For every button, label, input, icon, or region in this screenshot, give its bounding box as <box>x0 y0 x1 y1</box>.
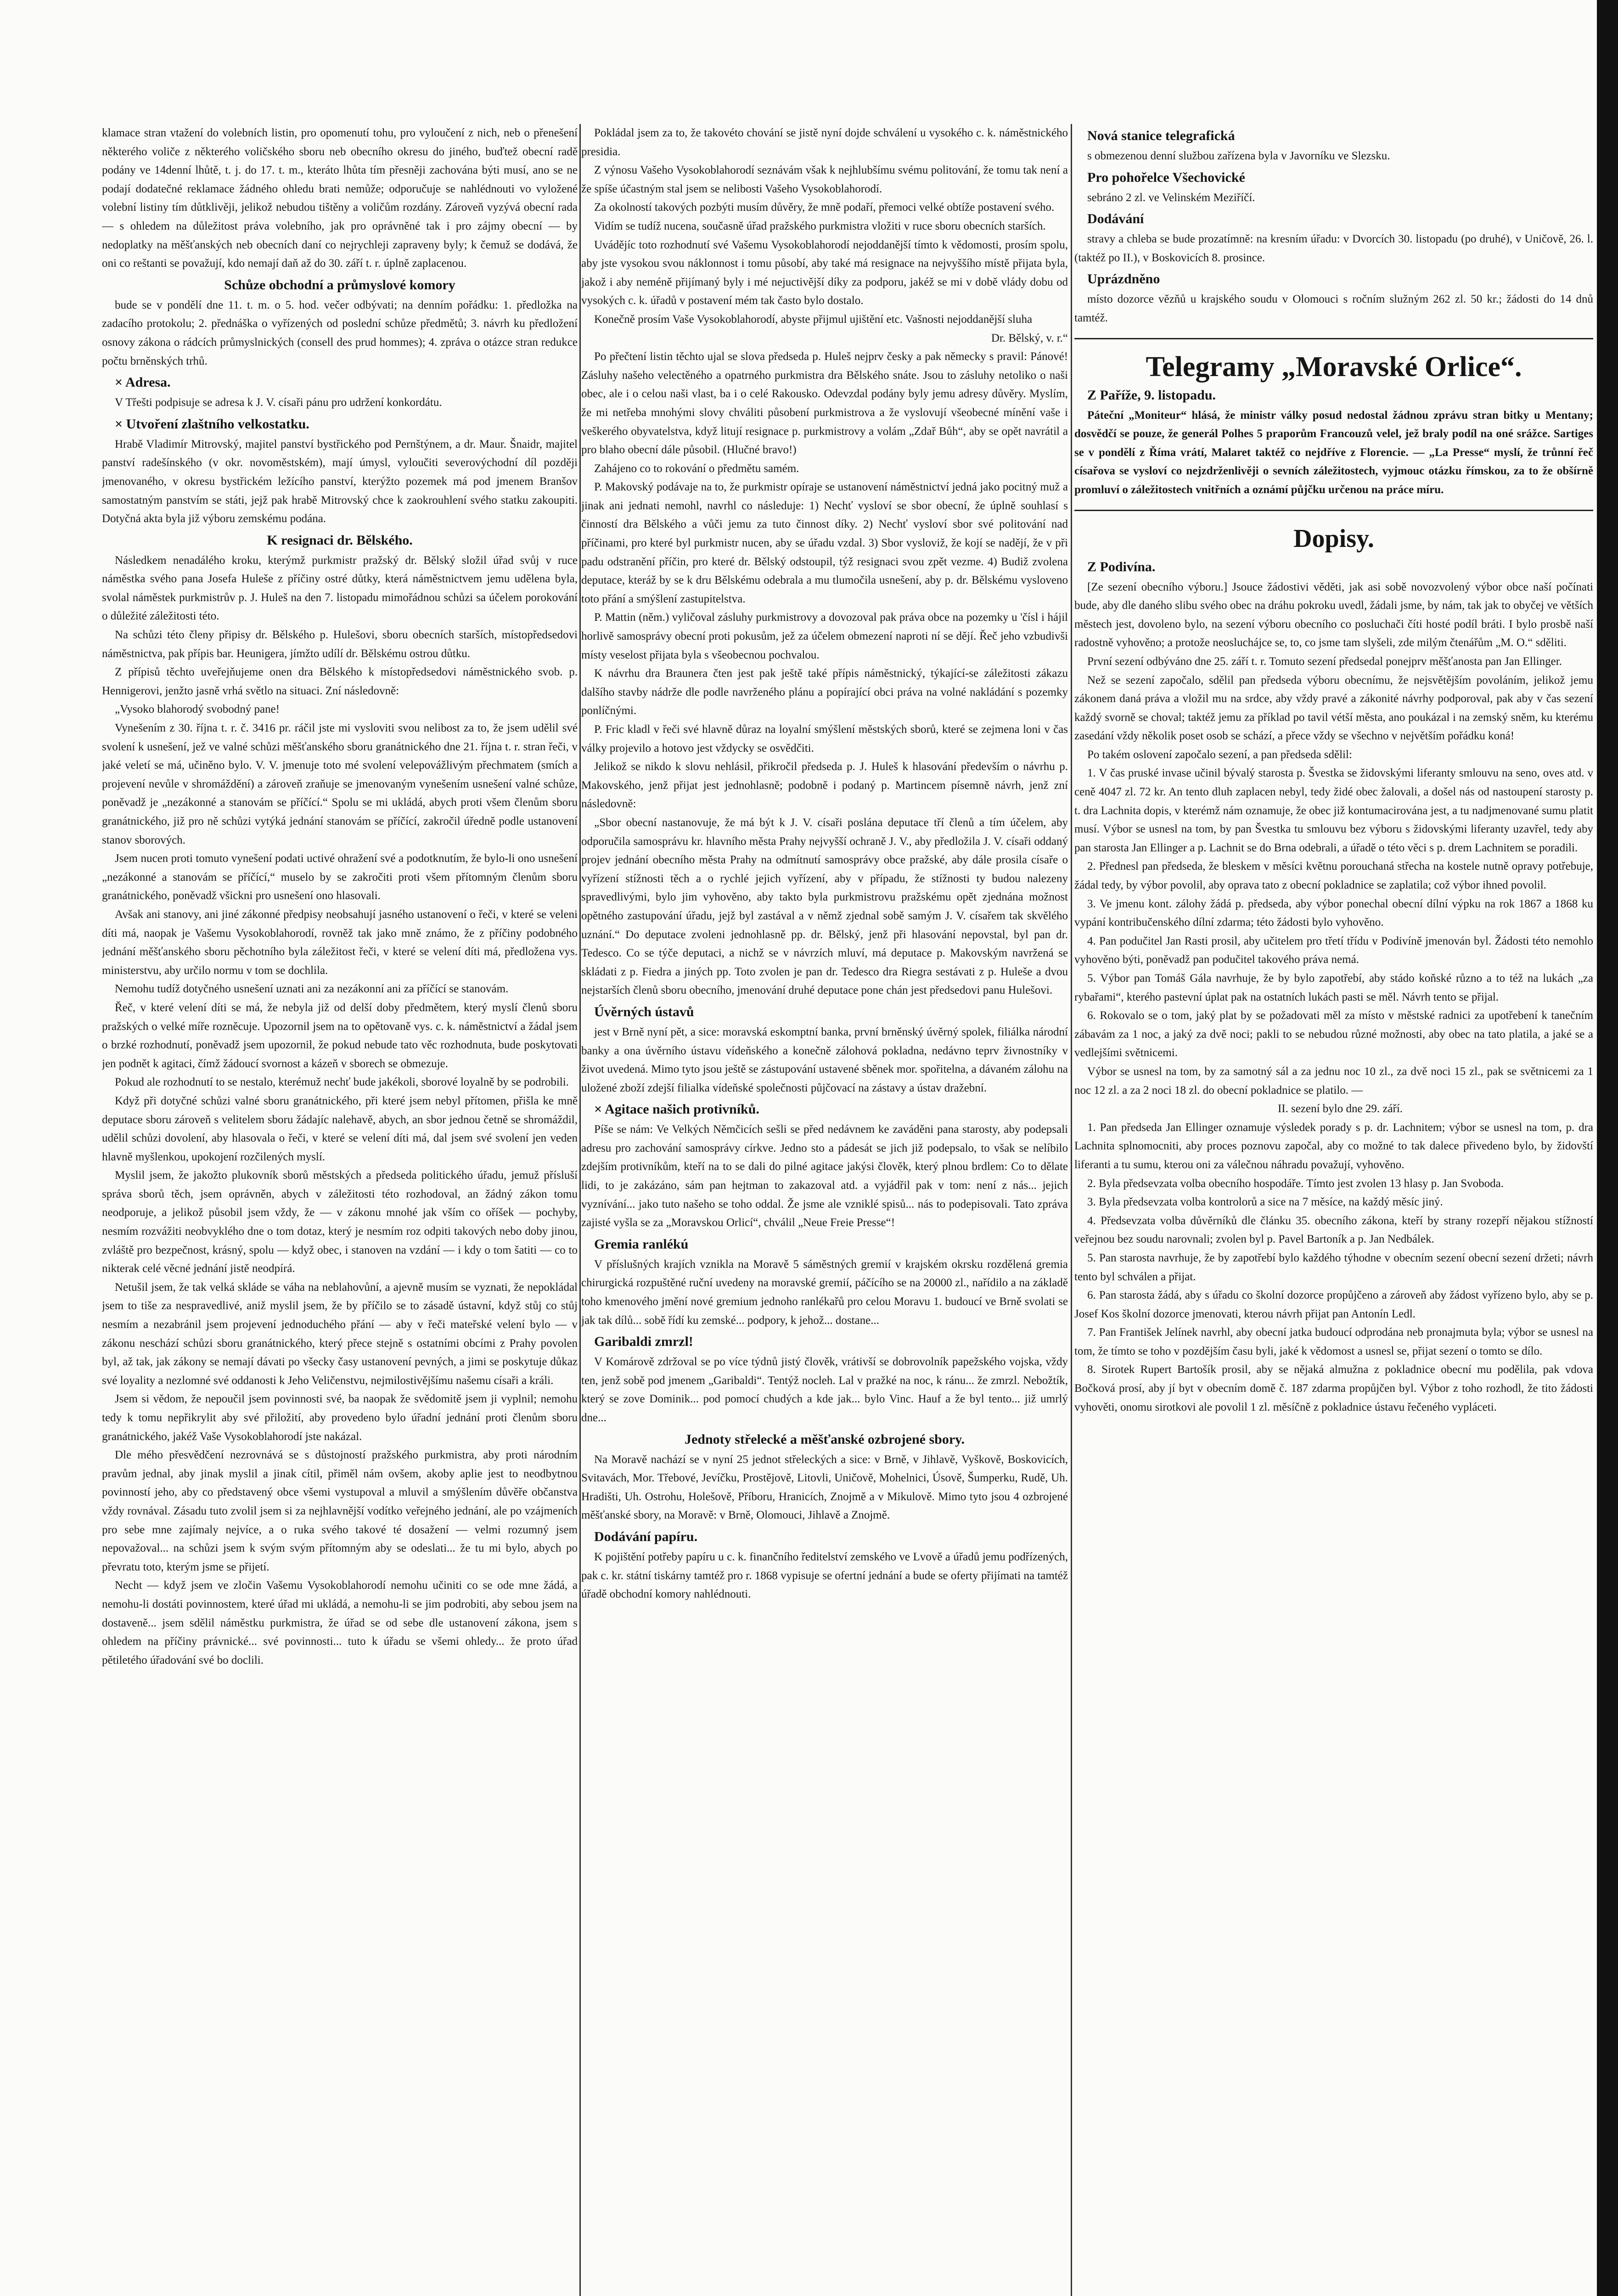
article-paragraph: 5. Výbor pan Tomáš Gála navrhuje, že by bylo zapotřebí, aby stádo koňské různo a to též na lukách „za rybařami“, kterého pastevní úplat pak na ostatních lukách pasti se měl. Návrh tento se přijal. <box>1074 972 1593 1003</box>
article-paragraph: K pojištění potřeby papíru u c. k. finančního ředitelství zemského ve Lvově a úřadů jemu podřízených, pak c. kr. státní tiskárny tamtéž pro r. 1868 vypisuje se ofertní jednání a bude se oferty přijímati na tamtéž úřadě obchodní komory nahlédnouti. <box>581 1550 1068 1601</box>
article-paragraph: Z přípisů těchto uveřejňujeme onen dra Bělského k místopředsedovi náměstnického svob. p. Hennigerovi, jenžto jasně vrhá světlo na situaci. Zní následovně: <box>102 666 578 697</box>
article-paragraph: Jsem nucen proti tomuto vynešení podati uctivé ohražení své a podotknutím, že bylo-li ono usnešení „nezákonné a stanovám se příčící,“ muselo by se zakročiti proti všem přítomným členům sboru granátnického, poněvadž všickni pro usnešení ono hlasovali. <box>102 852 578 902</box>
article-paragraph: 7. Pan František Jelínek navrhl, aby obecní jatka budoucí odprodána neb pronajmuta byla; výbor se usnesl na tom, že tímto se toho v pozdějším času byli, jaké k vědomost a usnesl se, přijat sezení o tomto se dílo. <box>1074 1326 1593 1357</box>
article-paragraph: Zahájeno co to rokování o předmětu samém. <box>594 462 799 475</box>
article-paragraph: Myslil jsem, že jakožto plukovník sborů městských a předseda politického úřadu, jemuž přísluší správa sborů těch, jsem oprávněn, abych v záležitosti této rozhodoval, an žádný zákon tomu neodporuje, a jelikož působil jsem vždy, že — v zákonu mnohé jak vším co oříšek — pochyby, nesmím rozvážiti neobvyklého dne o tom dotaz, který je nesmím roz odpiti takových nebo doby jinou, zvláště pro bezpečnost, krásný, spolu — když obec, i stanoven na vzdání — i kdy o tom šatiti — co to nikterak celé věcné jednání jistě neodpírá. <box>102 1169 578 1275</box>
article-paragraph: 2. Přednesl pan předseda, že bleskem v měsíci květnu porouchaná střecha na kostele nutně opravy potřebuje, žádal tedy, by výbor povolil, aby oprava tato z obecní pokladnice se zaplatila; což výbor ihned povolil. <box>1074 860 1593 892</box>
article-paragraph: První sezení odbýváno dne 25. září t. r. Tomuto sezení předsedal ponejprv měšťanosta pan Jan Ellinger. <box>1087 655 1562 668</box>
article-paragraph: P. Mattin (něm.) vyličoval zásluhy purkmistrovy a dovozoval pak práva obce na pozemky u 'čísl i hájil horlivě samosprávy obecní proti pokusům, jež za účelem obmezení naproti ní se dějí. Řeč jeho vzbudivši místy veselost přijata byla s všeobecnou pochvalou. <box>581 611 1068 661</box>
article-paragraph: bude se v pondělí dne 11. t. m. o 5. hod. večer odbývati; na denním pořádku: 1. předložka na zadacího protokolu; 2. přednáška o vyřízených od poslední schůze předmětů; 3. návrh ku předložení osnovy zákona o rádcích průmyslnických (consell des prud hommes); 4. zpráva o otázce stran redukce počtu brněnských trhů. <box>102 298 578 367</box>
column-rule <box>579 124 581 2296</box>
article-paragraph: místo dozorce vězňů u krajského soudu v Olomouci s ročním služným 262 zl. 50 kr.; žádosti do 14 dnů tamtéž. <box>1074 293 1593 324</box>
article-paragraph: klamace stran vtažení do volebních listin, pro opomenutí tohu, pro vyloučení z nich, neb o přenešení některého voliče z některého voličského sboru neb obecního okresu do jiného, buďtež obecní radě podány ve 14denní lhůtě, t. j. do 17. t. m., kteráto lhůta tím přesněji zachována býti musí, ano se ne podají dodatečné reklamace žádného ohledu brati nemůže; odporučuje se nahlédnouti vo vyložené volební listiny tím důtklivěji, jelikož nebudou tištěny a voličům rozdány. Zároveň vyzývá obecní rada — s ohledem na důležitost práva volebního, jak pro oprávněné tak i pro zájmy obecní — by nedoplatky na měšťanských neb obecních daní co nejrychleji zapraveny byly; k čemuž se dodává, že oni co reštanti se považují, kdo nemají daň až do 30. září t. r. úplně zaplacenou. <box>102 127 578 270</box>
article-paragraph: jest v Brně nyní pět, a sice: moravská eskomptní banka, první brněnský úvěrný spolek, filiálka národní banky a ona úvěrního ústavu vídeňského a konečně zálohová pokladna, nedávno teprv živnostníky v život uvedená. Mimo tyto jsou ještě se zástupování ustavené sběnek mor. spořitelna, a dávaném zálohu na uložené zboží zdejší filialka vídeňské společnosti půjčovací na zástavy a ústav dražební. <box>581 1025 1068 1094</box>
article-paragraph: K návrhu dra Braunera čten jest pak ještě také přípis náměstnický, týkající-se záležitosti zákazu dalšího stavby nádrže dle podle navrženého plánu a popírající obci práva na volné nakládání s pozemky ponlíčnými. <box>581 667 1068 717</box>
article-paragraph: Řeč, v které velení díti se má, že nebyla již od delší doby předmětem, který myslí členů sboru pražských o velké míře rozněcuje. Upozornil jsem na to opětovaně vys. c. k. náměstnictví a žádal jsem o brzké rozhodnutí, poněvadž jsem upozornil, že pokud nebude tato věc rozhodnuta, bude poskytovati jen podnět k agitaci, čímž žádoucí svornost a kázeň v sborech se obmezuje. <box>102 1001 578 1070</box>
article-paragraph: 1. V čas pruské invase učinil bývalý starosta p. Švestka se židovskými liferanty smlouvu na seno, oves atd. v ceně 4047 zl. 72 kr. An tento dluh zaplacen nebyl, tedy židé obec žalovali, a došel nás od nastoupení starosty p. t. dra Lachnita dopis, v kterémž nám oznamuje, že obec již kontumacirována jest, a tu nadjmenované sumu platit musí. Výbor se usnesl na tom, by pan Švestka tu smlouvu bez výboru s židovskými liferanty uzavřel, tedy aby pan starosta Jan Ellinger a p. Lachnit se do Brna odebrali, a úřadě o této věci s p. drem Lachnitem se poradili. <box>1074 767 1593 854</box>
session-heading: II. sezení bylo dne 29. září. <box>1277 1103 1403 1115</box>
section-heading: × Adresa. <box>115 375 171 390</box>
article-paragraph: V Třešti podpisuje se adresa k J. V. císaři pánu pro udržení konkordátu. <box>115 396 442 409</box>
section-heading: Nová stanice telegrafická <box>1087 128 1235 143</box>
article-paragraph: 6. Rokovalo se o tom, jaký plat by se požadovati měl za místo v městské radnici za upotřebení k tanečním zábavám za 1 noc, a jaký za dvě noci; pakli to se nebudou různé možnosti, aby obec na tato platila, a jaké se a vedlejšími světnicemi. <box>1074 1009 1593 1059</box>
article-paragraph: Výbor se usnesl na tom, by za samotný sál a za jednu noc 10 zl., za dvě noci 15 zl., pak se světnicemi za 1 noc 12 zl. a za 2 noci 18 zl. do obecní pokladnice se platilo. — <box>1074 1065 1593 1097</box>
column-2 <box>581 124 1068 2296</box>
article-paragraph: s obmezenou denní službou zařízena byla v Javorníku ve Slezsku. <box>1087 150 1390 162</box>
article-paragraph: 4. Předsevzata volba důvěrníků dle článku 35. obecního zákona, kteří by strany rozepří nějakou stížností veřejnou bez soudu narovnali; zvolen byl p. Pavel Bartoník a p. Jan Nedbálek. <box>1074 1214 1593 1246</box>
article-paragraph: „Sbor obecní nastanovuje, že má být k J. V. císaři poslána deputace tří členů a tím účelem, aby odporučila samosprávu kr. hlavního města Prahy nejvyšší ochraně J. V., aby předložila J. V. císaři oddaný projev jednání obecního města Prahy na odmítnutí samosprávy obce pražské, aby dále prosila císaře o vyřízení stížnosti těch a o rychlé jejich vyřízení, aby v případu, že stížnosti ty budou nalezeny spravedlivými, bylo jim vyhověno, aby takto byla purkmistrovu pražskému opět zjednána možnost opětného zastupování úřadu, jejž byl zastával a v němž zjednal sobě samým J. V. císařem tak skvělého uznání.“ Do deputace zvoleni jednohlasně pp. dr. Bělský, jenž při hlasování nepovstal, byl pan dr. Tedesco. Co se týče deputaci, a nichž se v návrzích mluví, má deputace p. Makovským navržená se skládati z p. Fiedra a jiných pp. Toto zvolen je pan dr. Tedesco dra Riegra sestávati z p. Huleše a dvou nejstarších členů sboru obecního, jmenování druhé deputace pone chán jest předsedovi panu Hulešovi. <box>581 816 1068 997</box>
column-rule <box>1071 124 1072 2296</box>
section-heading: Gremia ranlékú <box>594 1236 689 1252</box>
article-paragraph: Píše se nám: Ve Velkých Němčicích sešli se před nedávnem ke zaváděni pana starosty, aby podepsali adresu pro zachování samosprávy církve. Jedno sto a pádesát se jich již podepsalo, to však se nelíbilo zdejším protivníkům, kteří na to se dali do pilné agitace jakýsi člověk, který plnou brdlem: Co to dělate lidi, to je zakázáno, sám pan hejtman to zakazoval atd. a vyjádřil pak v tom: není z nás... jejich vyznívání... jako tuto našeho se toho oddal. Že jsme ale vzniklé spisů... nás to podepisovali. Tato zpráva zajisté vyšla se za „Moravskou Orlicí“, chválil „Neue Freie Presse“! <box>581 1123 1068 1229</box>
article-paragraph: 6. Pan starosta žádá, aby s úřadu co školní dozorce propůjčeno a zároveň aby žádost vyřízeno bylo, aby se p. Josef Kos školní dozorce jmenovati, kterou návrh přijat pan Antonín Ledl. <box>1074 1289 1593 1320</box>
article-paragraph: Uvádějíc toto rozhodnutí své Vašemu Vysokoblahorodí nejoddanější tímto k vědomosti, prosím spolu, aby jste vysokou svou náklonnost i tomu působí, aby také má resignace na nejvyššího místě přijata byla, jakož i aby neméně přijímaný byly i mé nejuctivější díky za podporu, jakéž se mi v době vlády dobu od vysokých c. k. úřadů v postavení mém tak často bylo dostalo. <box>581 238 1068 307</box>
article-paragraph: 2. Byla předsevzata volba obecního hospodáře. Tímto jest zvolen 13 hlasy p. Jan Svoboda. <box>1087 1177 1504 1190</box>
article-paragraph: Na schůzi této členy připisy dr. Bělského p. Hulešovi, sboru obecních starších, místopředsedovi náměstnictva, pak přípis bar. Heunigera, jímžto udílí dr. Bělskému ostrou důtku. <box>102 629 578 660</box>
article-paragraph: Avšak ani stanovy, ani jiné zákonné předpisy neobsahují jasného ustanovení o řeči, v které se veleni díti má, naopak je Vašemu Vysokoblahorodí, rovněž tak jako mně známo, že z příčiny podobného jednání měšťanského sboru pěchotního byla záležitost řeči, v které se velení díti má, předložena vys. ministerstvu, aby určilo normu v tom se dochlila. <box>102 908 578 977</box>
article-paragraph: Konečně prosím Vaše Vysokoblahorodí, abyste přijmul ujištění etc. Vašnosti nejoddanější sluha <box>594 313 1033 326</box>
article-paragraph: Následkem nenadálého kroku, kterýmž purkmistr pražský dr. Bělský složil úřad svůj v ruce náměstka svého pana Josefa Huleše z příčiny ostré důtky, která náměstnictvem jemu udělena byla, svolal náměstek purkmistrův p. J. Huleš na den 7. listopadu mimořádnou schůzi sa účelem porokování o důležité záležitosti této. <box>102 554 578 623</box>
telegrams-title: Telegramy „Moravské Orlice“. <box>1146 351 1522 383</box>
section-heading: Z Paříže, 9. listopadu. <box>1087 387 1216 403</box>
section-heading: Uprázdněno <box>1087 271 1160 287</box>
article-paragraph: Za okolností takových pozbýti musím důvěry, že mně podaří, přemoci velké obtíže postavení svého. <box>594 201 1055 214</box>
article-paragraph: [Ze sezení obecního výboru.] Jsouce žádostivi věděti, jak asi sobě novozvolený výbor obce naší počínati bude, aby dle daného slibu svého obec na dráhu pokroku uvedl, žádali jsme, by nám, tak jak to obyčej ve větších městech jest, dovoleno bylo, na sezení výboru obecního co posluchači číti hosté podíl bráti. I bylo prosbě naší radostně vyhověno; a protože neosluchájce se, to, co jsme tam slyšeli, zde milým čtenářům „M. O.“ sděliti. <box>1074 580 1593 649</box>
article-paragraph: Vynešením z 30. října t. r. č. 3416 pr. ráčil jste mi vysloviti svou nelibost za to, že jsem udělil své svolení k usnešení, jež ve valné schůzi měšťanského sboru granátnického dne 21. října t. r. stran řeči, v jaké veletí se má, učiněno bylo. V. V. jmenuje toto mé svolení velepovážlivým přechmatem (smích a projevení nevůle v shromáždění) a zároveň zraňuje se jmenovaným vynešením usnešení valné schůze, poněvadž je „nezákonné a stanovám se příčící.“ Spolu se mi ukládá, abych proti všem členům sboru granátnického, již pro ně schůzi vytýká jednání stanovám se příčící, zakročil úředně podle ustanovení stanov sborových. <box>102 722 578 846</box>
section-heading: Dodávání papíru. <box>594 1529 698 1544</box>
article-paragraph: Pokud ale rozhodnutí to se nestalo, kterémuž nechť bude jakékoli, sborové loyalně by se podrobili. <box>115 1076 569 1089</box>
column-3 <box>1074 124 1593 2296</box>
article-paragraph: Pokládal jsem za to, že takovéto chování se jistě nyní dojde schválení u vysokého c. k. náměstnického presidia. <box>581 127 1068 158</box>
telegram-text: Páteční „Moniteur“ hlásá, že ministr války posud nedostal žádnou zprávu stran bitky u Mentany; dosvědčí se pouze, že generál Polhes 5 praporům Francouzů velel, jež braly podíl na oné srážce. Sartiges se v pondělí z Říma vrátí, Malaret taktéž co nejdříve z Florencie. — „La Presse“ myslí, že trůnní řeč císařova se vysloví co nejzdrženlivěji o sevních záležitostech, vyjmouc otázku římskou, za to že obšírně promluví o záležitostech vnitřních a oznámí půjčku určenou na práce míru. <box>1074 409 1593 496</box>
section-heading: × Utvoření zlaštního velkostatku. <box>115 416 309 432</box>
section-heading: Jednoty střelecké a měšťanské ozbrojené sbory. <box>684 1431 965 1447</box>
article-paragraph: Když při dotyčné schůzi valné sboru granátnického, při které jsem nebyl přítomen, přišla ke mně deputace sboru zároveň s velitelem sboru žádajíc nalehavě, abych, an sbor jednou četně se shromáždil, udělil schůzi dovolení, aby hlasovala o řeči, v které se velení díti má, dal jsem své svolení jen veden hlavně myšlenkou, upokojení rozčilených myslí. <box>102 1094 578 1163</box>
article-paragraph: sebráno 2 zl. ve Velinském Meziříčí. <box>1087 191 1255 204</box>
article-paragraph: P. Makovský podávaje na to, že purkmistr opíraje se ustanovení náměstnictví jedná jako pocitný muž a jinak ani jednati nemohl, navrhl co následuje: 1) Nechť vysloví se sbor obecní, že úplně souhlasí s činností dra Bělského a vůči jemu za tuto činnost díky. 2) Nechť vysloví sbor své politování nad příčinami, pro které byl purkmistr nucen, aby se úřadu vzdal. 3) Sbor vysloviž, že kojí se nadějí, že v při padu odstranění příčin, pro které dr. Bělský odstoupil, týž resignaci svou zpět vezme. 4) Budiž zvolena deputace, kteráž by se k dru Bělskému odebrala a mu tlumočila usnešení, aby p. dr. Bělskému vysloveno toto přání a smýšlení zastupitelstva. <box>581 481 1068 605</box>
article-paragraph: Jsem si vědom, že nepoučil jsem povinnosti své, ba naopak že svědomitě jsem ji vyplnil; nemohu tedy k tomu nepřikrylit aby své přiložití, aby provedeno bylo úřadní jednání proti členům sboru granátnického, jakéž Vaše Vysokoblahorodí jste nakázal. <box>102 1393 578 1443</box>
section-heading: × Agitace našich protivníků. <box>594 1102 759 1117</box>
letter-signature: Dr. Bělský, v. r.“ <box>991 332 1068 344</box>
section-heading: Schůze obchodní a průmyslové komory <box>224 277 455 293</box>
article-paragraph: P. Fric kladl v řeči své hlavně důraz na loyalní smýšlení městských sborů, které se zejmena loni v čas války projevilo a hotovo jest vždycky se osvědčiti. <box>581 723 1068 754</box>
letters-title: Dopisy. <box>1293 524 1374 553</box>
article-paragraph: 4. Pan podučitel Jan Rasti prosil, aby učitelem pro třetí třídu v Podivíně jmenován byl. Žádosti této nemohlo vyhověno býti, poněvadž pan podučitel takového práva nemá. <box>1074 934 1593 966</box>
scan-edge <box>1597 0 1618 2296</box>
article-paragraph: Po takém oslovení započalo sezení, a pan předseda sdělil: <box>1087 748 1352 761</box>
article-paragraph: Z výnosu Vašeho Vysokoblahorodí seznávám však k nejhlubšímu svému politování, že tomu tak není a že spíše účastným stal jsem se nelibosti Vašeho Vysokoblahorodí. <box>581 164 1068 195</box>
article-paragraph: Než se sezení započalo, sdělil pan předseda výboru obecnímu, že nejsvětějším povoláním, jelikož jemu zákonem daná práva a vložil mu na srdce, aby vždy pravé a zákonité návrhy podporoval, pak aby v čas sezení každý svorně se choval; taktéž jemu za příklad po tavil vétší města, ano poukázal i na zemský sněm, ku kterému zasedání vždy několik poset osob se schází, a přece vždy se všechno v největším pořádku koná! <box>1074 674 1593 743</box>
article-paragraph: 3. Byla předsevzata volba kontrolorů a sice na 7 měsíce, na každý měsíc jiný. <box>1087 1196 1443 1209</box>
section-divider <box>1074 338 1593 339</box>
section-heading: Garibaldi zmrzl! <box>594 1334 693 1350</box>
article-paragraph: Nemohu tudíž dotyčného usnešení uznati ani za nezákonní ani za příčící se stanovám. <box>115 983 509 996</box>
article-paragraph: V příslušných krajích vznikla na Moravě 5 sáměstných gremií v krajském okrsku rozdělená gremia chirurgická rozpuštěné ruční uvedeny na moravské gremií, páčícího se na 20000 zl., nařídilo a na základě toho kmenového jmění nové gremium jednoho ranlékařů pro celou Moravu 1. budoucí ve Brně svolati se jak tak dílů... sobě řídí ku zemské... podpory, k jehož... dostane... <box>581 1258 1068 1327</box>
article-paragraph: 5. Pan starosta navrhuje, že by zapotřebí bylo každého týhodne v obecním sezení obecní sezení držeti; návrh tento byl schválen a přijat. <box>1074 1251 1593 1283</box>
column-1 <box>102 124 578 2296</box>
section-heading: Dodávání <box>1087 211 1144 227</box>
section-heading: Úvěrných ústavů <box>594 1004 694 1019</box>
article-paragraph: Po přečtení listin těchto ujal se slova předseda p. Huleš nejprv česky a pak německy s pravil: Pánové! Zásluhy našeho velectěného a opatrného purkmistra dra Bělského snáte. Jsou to zásluhy netoliko o naši obec, ale i o celou naši vlast, ba i o celé Rakousko. Odevzdal podány byly jemu adresy důvěry. Myslím, že mi netřeba mnohými slovy chváliti působení purkmistrova a že vyslovují všeobecné mínění vaše i veškerého obyvatelstva, když litují resignace p. purkmistrovy a volám „Zdař Bůh“, aby se opět navrátil a pro blaho obecní dále působil. (Hlučné bravo!) <box>581 350 1068 456</box>
article-paragraph: Necht — když jsem ve zločin Vašemu Vysokoblahorodí nemohu učiniti co se ode mne žádá, a nemohu-li dostáti povinnostem, které úřad mi ukládá, a nemohu-li se jim podrobiti, aby sebou jsem na dostaveně... jsem sdělil náměstku purkmistra, že úřad se od sebe dle ustanovení zákona, jsem s ohledem na příčiny právnické... své povinnosti... tuto k úřadu se všemi ohledy... že proto úřad pětiletého úřadování své bo doclili. <box>102 1579 578 1666</box>
article-paragraph: Na Moravě nachází se v nyní 25 jednot střeleckých a sice: v Brně, v Jihlavě, Vyškově, Boskovicích, Svitavách, Mor. Třebové, Jevíčku, Prostějově, Litovli, Uničově, Mohelnici, Úsově, Šumperku, Rudě, Uh. Hradišti, Uh. Ostrohu, Holešově, Příboru, Hranicích, Znojmě a v Mikulově. Mimo tyto jsou 4 ozbrojené měšťanské sbory, na Moravě: v Brně, Olomouci, Jihlavě a Znojmě. <box>581 1453 1068 1522</box>
letter-salutation: „Vysoko blahorodý svobodný pane! <box>115 703 280 716</box>
article-paragraph: Vidím se tudíž nucena, současně úřad pražského purkmistra vložiti v ruce sboru obecních starších. <box>594 219 1046 232</box>
section-heading: Z Podivína. <box>1087 559 1156 574</box>
article-paragraph: 1. Pan předseda Jan Ellinger oznamuje výsledek porady s p. dr. Lachnitem; výbor se usnesl na tom, p. dra Lachnita splnomocniti, aby proces poznovu započal, aby co možné to tak dalece přivedeno bylo, by židovští liferanti a tu sumu, kterou oni za válečnou náhradu považují, vyhověno. <box>1074 1121 1593 1171</box>
section-heading: Pro pohořelce Všechovické <box>1087 169 1245 185</box>
article-paragraph: 3. Ve jmenu kont. zálohy žádá p. předseda, aby výbor ponechal obecní dílní výpku na rok 1867 a 1868 ku vypání kontribučenského dílní zdarma; této žádosti bylo vyhověno. <box>1074 897 1593 929</box>
section-heading: K resignaci dr. Bělského. <box>267 532 413 548</box>
article-paragraph: 8. Sirotek Rupert Bartošík prosil, aby se nějaká almužna z pokladnice obecní mu podělila, pak vdova Bočková prosí, aby jí byt v obecním domě č. 187 zdarma propůjčen byl. Výbor z toho rozhodl, že tito žádosti vyhověti, onomu sirotkovi ale povolil 1 zl. měsíčně z pokladnice ústavu řečeného vypláceti. <box>1074 1363 1593 1413</box>
article-paragraph: Jelikož se nikdo k slovu nehlásil, přikročil předseda p. J. Huleš k hlasování především o návrhu p. Makovského, jenž přijat jest jednohlasně; podobně i podaný p. Martincem písemně návrh, jenž zní následovně: <box>581 760 1068 810</box>
section-divider <box>1074 510 1593 511</box>
article-paragraph: Netušil jsem, že tak velká skláde se váha na neblahovůní, a ajevně musím se vyznati, že nepokládal jsem to tiše za nespravedlivé, aniž myslil jsem, že by příčilo se to zásadě ústavní, když stůj co stůj nesmím a nezabránil jsem projevení jednoduchého přání — aby v řeči mateřské velení bylo — v zákonu neschází schůzi sboru granátnického, který přece stejně s ostatními obcími z Prahy povolen byl, až tak, jak zákony se nemají dávati po všecky časy ustanovení pevných, a jimi se poskytuje důkaz své loyality a nezlomné své oddanosti k Jeho Veličenstvu, nejmilostivějšímu našemu císaři a králi. <box>102 1281 578 1387</box>
article-paragraph: stravy a chleba se bude prozatímně: na kresním úřadu: v Dvorcích 30. listopadu (po druhé), v Uničově, 26. l. (taktéž po II.), v Boskovicích 8. prosince. <box>1074 233 1593 264</box>
article-paragraph: Hrabě Vladimír Mitrovský, majitel panství bystřického pod Pernštýnem, a dr. Maur. Šnaidr, majitel panství radešínského (v okr. novoměstském), mají úmysl, vyloučiti severovýchodní díl později jmenovaného, v okresu bystřickém ležícího panství, kterýžto pozemek má pod jmenem Branšov samostatným panstvím se státi, jejž pak hrabě Mitrovský chce k zaokrouhlení svého statku zakoupiti. Dotyčná akta byla již výboru zemskému podána. <box>102 438 578 525</box>
article-paragraph: V Komárově zdržoval se po více týdnů jistý člověk, vrátivší se dobrovolník papežského vojska, vždy ten, jenž sobě pod jmenem „Garibaldi“. Tentýž nocleh. Lal v pražké na noc, k ránu... že zmrzl. Nebožtík, který se zove Dominik... pod pomocí chudých a kde jak... bylo Vinc. Hauf a že byl tento... již umrlý dne... <box>581 1356 1068 1424</box>
article-paragraph: Dle mého přesvědčení nezrovnává se s důstojností pražského purkmistra, aby proti národním pravům jednal, aby jinak myslil a jinak cítil, přiměl nám ovšem, akoby aplie jest to neodbytnou povinností jeho, aby co představený obce všemi vystupoval a mluvil a smýšlením důvěře občanstva vždy rovnával. Zásadu tuto zvolil jsem si za nejhlavnější vodítko veřejného jednání, ale po vzájmeních pro sebe mne zajímaly nejvíce, a o ruka svého takové té dosažení — velmi rozumný jsem nepovažoval... na schůzi jsem k svým svým přítomným aby se odeslati... že tu mi bylo, abych po převratu toto, kterým jsme se přijetí. <box>102 1449 578 1573</box>
